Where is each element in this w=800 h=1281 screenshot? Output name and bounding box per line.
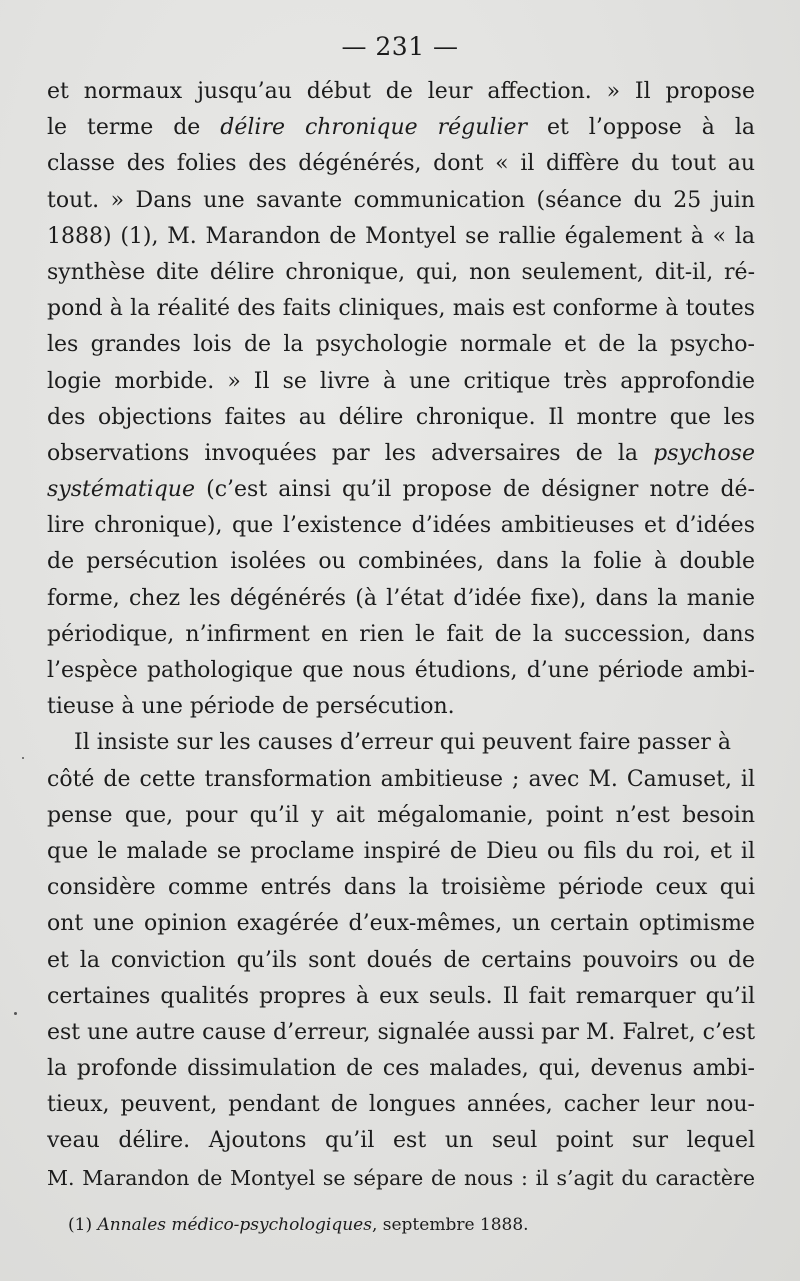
text-segment: est une autre cause d’erreur, signalée aussi par M. Falret, c’est [47,1019,755,1045]
text-line [47,364,755,400]
text-line [47,1051,755,1087]
text-segment: certaines qualités propres à eux seuls. Il fait remarquer qu’il [47,983,755,1009]
text-line [47,146,755,182]
text-line [47,798,755,834]
text-line [47,472,755,508]
footnote-date: , septembre 1888. [371,1215,529,1235]
text-line [47,508,755,544]
footnote-journal-title: Annales médico-psychologiques [97,1215,372,1235]
text-line [47,1123,755,1159]
text-segment: le terme de [47,115,221,141]
text-segment: pond à la réalité des faits cliniques, mais est conforme à toutes [47,296,755,322]
text-segment: tieux, peuvent, pendant de longues années, cacher leur nou- [47,1092,755,1118]
text-line [47,870,755,906]
text-line [47,327,755,363]
text-segment: périodique, n’infirment en rien le fait de la succession, dans [47,621,755,647]
text-line [47,834,755,870]
italic-term: systématique [47,477,195,503]
text-line [47,74,755,110]
text-segment: de persécution isolées ou combinées, dans la folie à double [47,549,755,575]
paper-speck [14,1012,17,1015]
footnote [68,1215,529,1235]
text-segment: et l’oppose à la [527,115,755,141]
text-line [47,617,755,653]
text-segment: tieuse à une période de persécution. [47,694,455,720]
text-segment: tout. » Dans une savante communication (séance du 25 juin [47,187,755,213]
italic-term: délire chronique régulier [220,115,528,141]
paper-speck [22,757,24,759]
text-line [47,689,755,725]
text-segment: des objections faites au délire chronique. Il montre que les [47,404,755,430]
text-line [47,1015,755,1051]
text-segment: synthèse dite délire chronique, qui, non seulement, dit-il, ré- [47,259,755,285]
text-line [47,291,755,327]
text-segment: l’espèce pathologique que nous étudions, d’une période ambi- [47,658,755,683]
text-line [47,1087,755,1123]
text-segment: classe des folies des dégénérés, dont « il diffère du tout au [47,151,755,177]
text-line [47,219,755,255]
text-line [47,255,755,291]
text-line [47,906,755,942]
text-segment: considère comme entrés dans la troisième période ceux qui [47,875,755,901]
text-segment: lire chronique), que l’existence d’idées ambitieuses et d’idées [47,513,755,539]
text-line [47,762,755,798]
text-segment: observations invoquées par les adversaires de la [47,440,654,466]
italic-term: psychose [653,440,755,466]
footnote-marker: (1) [68,1215,98,1235]
text-line [47,581,755,617]
text-line [47,943,755,979]
text-segment: M. Marandon de Montyel se sépare de nous : il s’agit du caractère [47,1165,755,1190]
text-segment: forme, chez les dégénérés (à l’état d’idée fixe), dans la manie [47,585,755,611]
text-line [47,725,755,761]
text-segment: ont une opinion exagérée d’eux-mêmes, un certain optimisme [47,911,755,937]
text-line [47,544,755,580]
text-line [47,400,755,436]
text-segment: logie morbide. » Il se livre à une critique très approfondie [47,368,755,394]
text-segment: Il insiste sur les causes d’erreur qui peuvent faire passer à [74,730,731,756]
body-text [47,74,755,1196]
text-segment: veau délire. Ajoutons qu’il est un seul point sur lequel [47,1128,755,1154]
text-line [47,1160,755,1196]
text-segment: côté de cette transformation ambitieuse ; avec M. Camuset, il [47,766,755,792]
text-line [47,979,755,1015]
text-segment: la profonde dissimulation de ces malades, qui, devenus ambi- [47,1056,755,1082]
text-segment: 1888) (1), M. Marandon de Montyel se rallie également à « la [47,223,755,249]
page-number: — 231 — [341,32,459,61]
text-line [47,110,755,146]
text-segment: les grandes lois de la psychologie normale et de la psycho- [47,332,755,358]
text-segment: que le malade se proclame inspiré de Dieu ou fils du roi, et il [47,838,755,864]
text-line [47,183,755,219]
text-segment: et normaux jusqu’au début de leur affection. » Il propose [47,79,755,104]
text-segment: pense que, pour qu’il y ait mégalomanie, point n’est besoin [47,802,755,828]
text-segment: et la conviction qu’ils sont doués de certains pouvoirs ou de [47,947,755,973]
text-line [47,436,755,472]
text-segment: (c’est ainsi qu’il propose de désigner notre dé- [195,477,755,503]
text-line [47,653,755,689]
